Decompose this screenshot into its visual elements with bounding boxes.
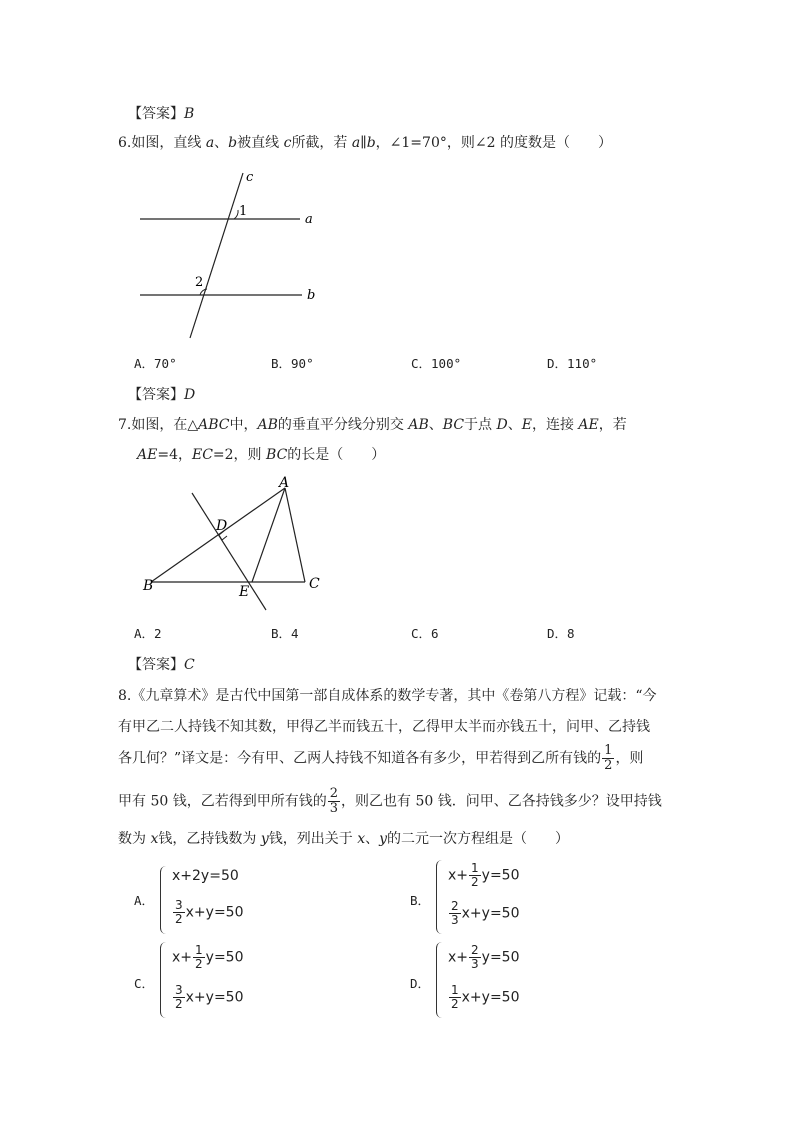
option-letter: C．: [411, 626, 432, 641]
eq-text: x+: [172, 949, 193, 966]
stem-text: 数为: [118, 831, 151, 847]
stem-text: 如图，在△: [131, 417, 199, 433]
answer-q5: [128, 103, 194, 123]
equation-2: [448, 900, 520, 927]
segment-ae: AE: [578, 417, 599, 433]
option-value: 2: [154, 626, 162, 641]
question-number: 7.: [118, 417, 132, 433]
q6-option-d[interactable]: [547, 354, 597, 372]
label-a: A: [279, 475, 290, 491]
answer-value: C: [184, 657, 195, 673]
angle-1-arc: [234, 210, 238, 219]
option-letter: A．: [134, 356, 155, 371]
q8-option-a-letter[interactable]: A．: [134, 893, 155, 908]
stem-text: ，连接: [531, 417, 579, 433]
option-value: 100°: [431, 356, 462, 371]
stem-text: 、: [214, 135, 229, 151]
brace: [436, 942, 445, 1018]
var-c: c: [283, 135, 292, 151]
segment-ae: AE: [137, 447, 158, 463]
q8-option-a-system[interactable]: [160, 866, 270, 934]
answer-q6: [128, 384, 195, 404]
question-8-line2: [118, 717, 650, 737]
q8-option-d-letter[interactable]: D．: [410, 976, 431, 991]
segment-bc: BC: [442, 417, 465, 433]
stem-text: 甲有 50 钱，乙若得到甲所有钱的: [118, 793, 327, 810]
q8-option-d-system[interactable]: [436, 942, 546, 1018]
stem-text: 被直线: [237, 135, 284, 151]
segment-ab: AB: [257, 417, 278, 433]
frac-den: 3: [451, 913, 459, 927]
option-letter: A．: [134, 626, 155, 641]
eq-text: x+y=50: [185, 904, 244, 921]
label-angle-2: 2: [195, 275, 204, 290]
option-value: 110°: [567, 356, 598, 371]
fraction: [193, 944, 205, 971]
stem-text: ，则乙也有 50 钱．问甲、乙各持钱多少？设甲持钱: [341, 793, 662, 810]
fraction: [173, 899, 185, 926]
stem-text: =4，: [157, 447, 192, 463]
parallel-condition: a∥b: [351, 135, 376, 151]
frac-num: 3: [175, 898, 183, 912]
stem-text: ，则: [615, 750, 644, 767]
var-y: y: [379, 831, 388, 847]
answer-label: 【答案】: [128, 657, 184, 673]
q7-option-b[interactable]: [271, 624, 299, 642]
question-number: 8.: [118, 688, 132, 704]
label-b: B: [143, 578, 154, 594]
point-d: D: [496, 417, 508, 433]
fraction-one-half: [602, 744, 614, 773]
frac-den: 2: [451, 997, 459, 1011]
frac-den: 3: [329, 801, 338, 816]
option-letter: B．: [271, 356, 292, 371]
question-8-line1: [118, 686, 657, 706]
q7-option-c[interactable]: [411, 624, 439, 642]
stem-text: 、: [428, 417, 443, 433]
eq-text: y=50: [481, 949, 520, 966]
q6-option-c[interactable]: [411, 354, 461, 372]
answer-label: 【答案】: [128, 106, 184, 122]
frac-den: 2: [471, 875, 479, 889]
q8-option-b-letter[interactable]: B．: [410, 893, 431, 908]
label-c: C: [309, 576, 320, 592]
equation-1: [448, 862, 520, 889]
option-letter: C．: [411, 356, 432, 371]
option-letter: B．: [271, 626, 292, 641]
equation-1: [448, 944, 520, 971]
frac-num: 1: [451, 983, 459, 997]
answer-label: 【答案】: [128, 387, 184, 403]
frac-den: 2: [175, 997, 183, 1011]
var-y: y: [260, 831, 269, 847]
stem-text: ，若: [598, 417, 627, 433]
eq-text: x+y=50: [185, 989, 244, 1006]
segment-bc: BC: [266, 447, 288, 463]
stem-text: 的长是（ ）: [287, 447, 386, 463]
q6-figure: [130, 165, 330, 345]
q8-option-c-letter[interactable]: C．: [134, 976, 155, 991]
question-6-stem: [118, 133, 612, 153]
option-value: 8: [567, 626, 575, 641]
option-value: 6: [431, 626, 439, 641]
question-8-line3: [118, 744, 643, 773]
question-7-stem-line2: [137, 445, 385, 465]
label-c: c: [246, 170, 254, 185]
label-a: a: [305, 212, 313, 227]
frac-num: 3: [175, 983, 183, 997]
fraction-two-thirds: [328, 787, 340, 816]
frac-num: 2: [451, 899, 459, 913]
option-value: 4: [291, 626, 299, 641]
equation-2: [172, 984, 244, 1011]
brace: [160, 866, 169, 934]
var-b: b: [228, 135, 238, 151]
question-7-stem-line1: [118, 415, 627, 435]
brace: [436, 860, 445, 934]
fraction: [449, 984, 461, 1011]
question-8-line5: [118, 829, 569, 849]
q8-option-b-system[interactable]: [436, 860, 546, 934]
stem-text: =2，则: [212, 447, 267, 463]
q7-figure: [135, 470, 335, 618]
frac-num: 2: [329, 786, 338, 801]
q8-option-c-system[interactable]: [160, 942, 270, 1018]
segment-ae-line: [252, 488, 285, 582]
frac-num: 1: [604, 743, 613, 758]
option-value: 70°: [154, 356, 177, 371]
perpendicular-bisector: [192, 493, 266, 610]
option-value: 90°: [291, 356, 314, 371]
equation-1: [172, 944, 244, 971]
question-8-line4: [118, 787, 662, 816]
segment-ac-line: [285, 488, 305, 582]
stem-text: ，∠1=70°，则∠2 的度数是（ ）: [375, 135, 612, 151]
fraction: [469, 944, 481, 971]
triangle-name: ABC: [198, 417, 230, 433]
label-angle-1: 1: [239, 204, 248, 219]
segment-ab: AB: [408, 417, 429, 433]
frac-num: 1: [471, 861, 479, 875]
q6-option-a[interactable]: [134, 354, 177, 372]
eq-text: y=50: [481, 867, 520, 884]
frac-den: 3: [471, 957, 479, 971]
stem-text: 的垂直平分线分别交: [277, 417, 409, 433]
brace: [160, 942, 169, 1018]
equation-1: [172, 868, 239, 884]
stem-text: 于点: [464, 417, 497, 433]
frac-den: 2: [175, 912, 183, 926]
label-e: E: [239, 584, 250, 600]
var-x: x: [150, 831, 159, 847]
label-b: b: [307, 288, 316, 303]
q7-option-a[interactable]: [134, 624, 162, 642]
frac-den: 2: [195, 957, 203, 971]
option-letter: D．: [547, 626, 568, 641]
frac-den: 2: [604, 758, 613, 773]
answer-value: B: [184, 106, 195, 122]
q7-option-d[interactable]: [547, 624, 575, 642]
stem-text: 《九章算术》是古代中国第一部自成体系的数学专著，其中《卷第八方程》记载：“今: [131, 688, 657, 704]
option-letter: D．: [547, 356, 568, 371]
stem-text: 中，: [229, 417, 258, 433]
eq-text: x+y=50: [461, 905, 520, 922]
stem-text: 有甲乙二人持钱不知其数，甲得乙半而钱五十，乙得甲太半而亦钱五十，问甲、乙持钱: [118, 719, 650, 735]
segment-ec: EC: [191, 447, 213, 463]
var-a: a: [205, 135, 215, 151]
label-d: D: [216, 518, 228, 534]
stem-text: 钱，列出关于: [268, 831, 358, 847]
stem-text: 如图，直线: [131, 135, 206, 151]
frac-num: 1: [195, 943, 203, 957]
stem-text: 钱，乙持钱数为: [158, 831, 261, 847]
fraction: [469, 862, 481, 889]
line-c: [190, 173, 243, 338]
q6-option-b[interactable]: [271, 354, 314, 372]
question-number: 6.: [118, 135, 132, 151]
eq-text: y=50: [205, 949, 244, 966]
equation-2: [172, 899, 244, 926]
stem-text: 、: [507, 417, 522, 433]
stem-text: 、: [365, 831, 380, 847]
eq-text: x+: [448, 867, 469, 884]
stem-text: 各几何？”译文是：今有甲、乙两人持钱不知道各有多少，甲若得到乙所有钱的: [118, 750, 602, 767]
eq-text: x+y=50: [461, 989, 520, 1006]
eq-text: x+: [448, 949, 469, 966]
stem-text: 所截，若: [291, 135, 352, 151]
stem-text: 的二元一次方程组是（ ）: [387, 831, 570, 847]
answer-value: D: [184, 387, 196, 403]
fraction: [449, 900, 461, 927]
point-e: E: [521, 417, 532, 433]
eq-text: x+2y=50: [172, 868, 239, 884]
equation-2: [448, 984, 520, 1011]
var-x: x: [357, 831, 366, 847]
frac-num: 2: [471, 943, 479, 957]
answer-q7: [128, 654, 195, 674]
fraction: [173, 984, 185, 1011]
